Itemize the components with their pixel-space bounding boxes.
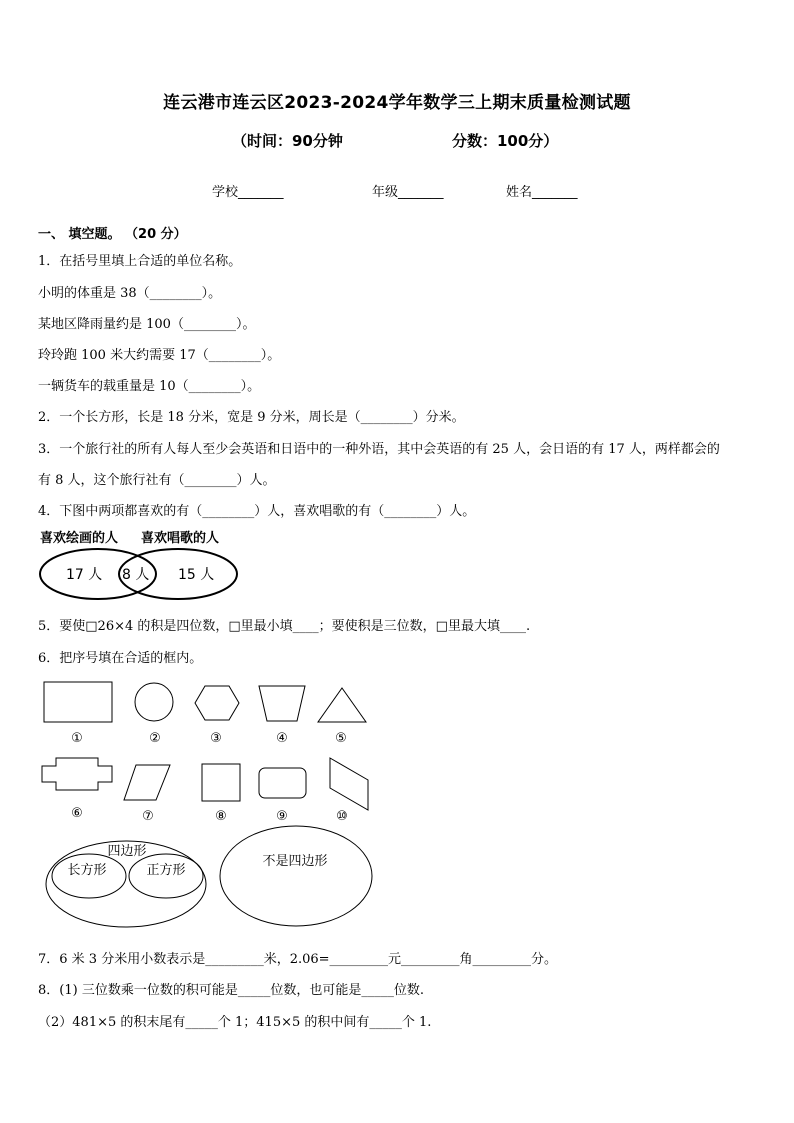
question-7: 7．6 米 3 分米用小数表示是_________米，2.06=_________元_________角_________分。 (38, 952, 558, 967)
shape-number-2: ② (149, 731, 161, 746)
shape-circle (135, 683, 173, 721)
square-label: 正方形 (146, 863, 186, 878)
school-field: 学校_______ (212, 185, 284, 200)
shape-number-3: ③ (210, 731, 222, 746)
question-8b: （2）481×5 的积末尾有_____个 1；415×5 的积中间有_____个 1. (38, 1015, 432, 1030)
question-2: 2．一个长方形，长是 18 分米，宽是 9 分米，周长是（________）分米。 (38, 410, 465, 425)
shape-square (202, 764, 240, 801)
venn-label-left: 喜欢绘画的人 (40, 531, 119, 546)
quadrilateral-label: 四边形 (107, 844, 147, 859)
venn-middle-value: 8 人 (122, 567, 150, 583)
shapes-figure (0, 676, 794, 936)
venn-right-value: 15 人 (178, 567, 215, 583)
question-1c: 玲玲跑 100 米大约需要 17（________）。 (38, 348, 281, 363)
question-8a: 8．(1) 三位数乘一位数的积可能是_____位数，也可能是_____位数. (38, 983, 424, 998)
rectangle-label: 长方形 (67, 863, 107, 878)
shape-rounded-rectangle (259, 768, 306, 798)
page-title: 连云港市连云区2023-2024学年数学三上期末质量检测试题 (163, 93, 631, 113)
shape-number-4: ④ (276, 731, 288, 746)
question-1d: 一辆货车的载重量是 10（________）。 (38, 379, 261, 394)
shape-parallelogram (124, 765, 170, 800)
name-field: 姓名_______ (506, 185, 578, 200)
shape-triangle (318, 688, 366, 722)
venn-label-right: 喜欢唱歌的人 (141, 531, 220, 546)
shape-trapezoid (259, 686, 305, 721)
question-1a: 小明的体重是 38（________）。 (38, 286, 222, 301)
shape-number-10: ⑩ (336, 809, 348, 824)
question-6: 6．把序号填在合适的框内。 (38, 651, 203, 666)
shape-number-8: ⑧ (215, 809, 227, 824)
shape-number-9: ⑨ (276, 809, 288, 824)
question-5: 5．要使□26×4 的积是四位数，□里最小填____；要使积是三位数，□里最大填____. (38, 619, 531, 634)
shape-number-7: ⑦ (142, 809, 154, 824)
shape-rectangle (44, 682, 112, 722)
shape-number-5: ⑤ (335, 731, 347, 746)
question-1b: 某地区降雨量约是 100（________）。 (38, 317, 256, 332)
not-quadrilateral-label: 不是四边形 (262, 854, 328, 869)
venn-diagram (36, 527, 246, 603)
exam-time: （时间：90分钟 (232, 132, 343, 150)
grade-field: 年级_______ (372, 185, 444, 200)
question-3-line2: 有 8 人，这个旅行社有（________）人。 (38, 473, 276, 488)
question-3-line1: 3．一个旅行社的所有人每人至少会英语和日语中的一种外语，其中会英语的有 25 人，会日语的有 17 人，两样都会的 (38, 442, 720, 457)
shape-number-6: ⑥ (71, 806, 83, 821)
shape-rhombus (330, 758, 368, 810)
exam-score: 分数：100分） (452, 132, 559, 150)
not-quadrilateral-oval (220, 826, 372, 926)
question-4: 4．下图中两项都喜欢的有（________）人，喜欢唱歌的有（________）人。 (38, 504, 476, 519)
section-heading: 一、 填空题。 （20 分） (38, 227, 187, 242)
shape-number-1: ① (71, 731, 83, 746)
shape-cross (42, 758, 112, 790)
venn-left-value: 17 人 (66, 567, 103, 583)
shape-hexagon (195, 686, 239, 720)
question-1: 1．在括号里填上合适的单位名称。 (38, 254, 242, 269)
